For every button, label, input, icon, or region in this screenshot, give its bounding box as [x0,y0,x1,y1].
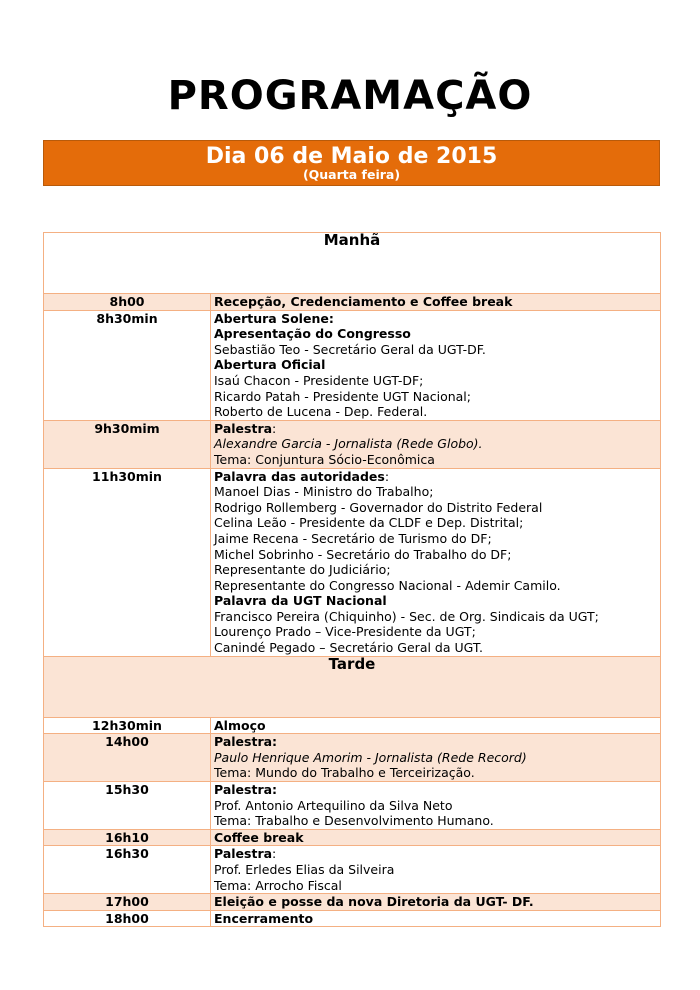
activity-cell [211,846,661,894]
time-cell: 16h10 [44,829,211,846]
speaker-line: Prof. Erledes Elias da Silveira [214,862,395,877]
topic-line: Tema: Trabalho e Desenvolvimento Humano. [214,813,494,829]
heading-colon: : [272,420,277,436]
time-cell: 14h00 [44,734,211,782]
heading-colon: : [384,468,390,484]
time-cell: 12h30min [44,717,211,734]
time-cell: 9h30mim [44,420,211,468]
schedule-table [43,232,661,927]
time-cell: 16h30 [44,846,211,894]
activity-heading: Palestra: [214,734,278,750]
activity-heading: Abertura Oficial [214,357,326,373]
activity-line: Representante do Congresso Nacional - Ademir Camilo. [214,577,561,593]
activity-cell [211,310,661,420]
time-cell: 15h30 [44,782,211,830]
activity-cell: Recepção, Credenciamento e Coffee break [211,294,661,311]
activity-line: Michel Sobrinho - Secretário do Trabalho do DF; [214,546,512,562]
table-row [44,294,661,311]
activity-heading: Abertura Solene: [214,310,334,326]
topic-line: Tema: Arrocho Fiscal [214,877,342,893]
activity-cell: Encerramento [211,910,661,927]
time-cell: 11h30min [44,468,211,656]
heading-colon: : [272,846,277,862]
activity-heading: Palavra das autoridades [214,468,385,484]
activity-line: Lourenço Prado – Vice-Presidente da UGT; [214,624,476,640]
topic-line: Tema: Conjuntura Sócio-Econômica [214,451,435,467]
time-cell: 8h30min [44,310,211,420]
activity-line: Jaime Recena - Secretário de Turismo do DF; [214,530,492,546]
date-banner [43,140,660,186]
speaker-line: Alexandre Garcia - Jornalista (Rede Globo). [214,436,483,452]
activity-heading: Palestra: [214,782,278,798]
table-row [44,734,661,782]
activity-cell [211,734,661,782]
table-row [44,420,661,468]
activity-heading: Palavra da UGT Nacional [214,593,387,609]
table-row [44,846,661,894]
topic-line: Tema: Mundo do Trabalho e Terceirização. [214,765,475,781]
activity-cell: Eleição e posse da nova Diretoria da UGT- DF. [211,894,661,911]
activity-heading: Apresentação do Congresso [214,326,411,342]
speaker-line: Prof. Antonio Artequilino da Silva Neto [214,797,453,813]
activity-heading: Palestra [214,420,273,436]
banner-weekday: (Quarta feira) [302,167,401,182]
table-row [44,894,661,911]
activity-line: Celina Leão - Presidente da CLDF e Dep. Distrital; [214,515,524,531]
table-row [44,782,661,830]
table-row [44,829,661,846]
time-cell: 18h00 [44,910,211,927]
section-row-afternoon [44,656,661,717]
section-label-morning: Manhã [44,233,661,294]
time-cell: 8h00 [44,294,211,311]
time-cell: 17h00 [44,894,211,911]
banner-date: Dia 06 de Maio de 2015 [205,144,498,169]
activity-line: Francisco Pereira (Chiquinho) - Sec. de Org. Sindicais da UGT; [214,608,599,624]
activity-cell [211,420,661,468]
activity-line: Isaú Chacon - Presidente UGT-DF; [214,372,424,388]
activity-line: Rodrigo Rollemberg - Governador do Distrito Federal [214,499,543,515]
activity-heading: Palestra [214,846,273,862]
table-row [44,717,661,734]
table-row [44,468,661,656]
activity-cell: Coffee break [211,829,661,846]
speaker-line: Paulo Henrique Amorim - Jornalista (Rede Record) [214,749,527,765]
page-title: PROGRAMAÇÃO [167,73,533,119]
activity-line: Sebastião Teo - Secretário Geral da UGT-DF. [214,341,486,357]
activity-line: Manoel Dias - Ministro do Trabalho; [214,484,434,500]
activity-cell: Almoço [211,717,661,734]
activity-line: Representante do Judiciário; [214,562,391,578]
table-row [44,310,661,420]
activity-line: Canindé Pegado – Secretário Geral da UGT. [214,640,484,656]
section-label-afternoon: Tarde [44,656,661,717]
activity-cell [211,782,661,830]
activity-cell [211,468,661,656]
activity-line: Ricardo Patah - Presidente UGT Nacional; [214,388,471,404]
activity-line: Roberto de Lucena - Dep. Federal. [214,404,428,420]
table-row [44,910,661,927]
section-row-morning [44,233,661,294]
